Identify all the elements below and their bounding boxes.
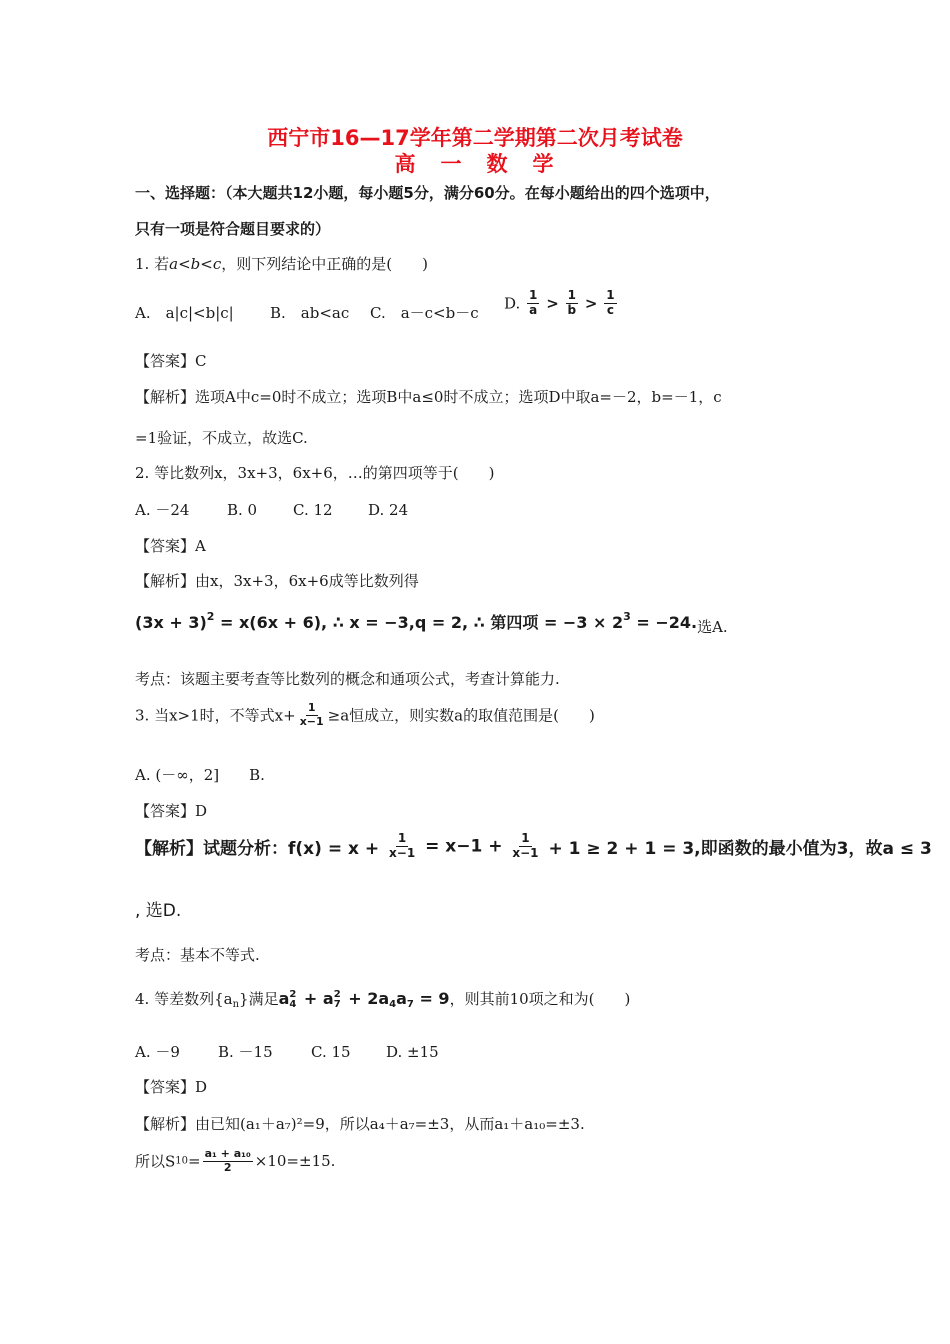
- q3-analysis-formula: 【解析】试题分析：f(x) = x + $\frac{1}{x-1}$ = x−1 + $\frac{1}{x-1}$ + 1 ≥ 2 + 1 = 3,即函数的最小值为3，故a ≤ 3: [135, 831, 932, 860]
- q2-stem: 2. 等比数列x，3x+3，6x+6，…的第四项等于( ): [135, 464, 495, 482]
- q3-answer: 【答案】D: [135, 802, 208, 820]
- section-heading-line2: 只有一项是符合题目要求的）: [135, 220, 331, 238]
- q1-answer: 【答案】C: [135, 352, 207, 370]
- q1-analysis-line1: 【解析】选项A中c=0时不成立；选项B中a≤0时不成立；选项D中取a=－2，b=－1，c: [135, 388, 722, 406]
- q2-analysis-line1: 【解析】由x，3x+3，6x+6成等比数列得: [135, 572, 419, 590]
- exam-subtitle: 高 一 数 学: [394, 152, 556, 176]
- q2-answer: 【答案】A: [135, 537, 206, 555]
- q2-option-a: A. －24: [135, 501, 190, 519]
- q2-option-b: B. 0: [227, 501, 258, 519]
- q4-option-c: C. 15: [311, 1043, 351, 1061]
- q4-analysis-line2: 所以S10= $\frac{\text{a₁ + a₁₀}}{2}$ ×10=±15.: [135, 1147, 336, 1174]
- q4-option-d: D. ±15: [386, 1043, 439, 1061]
- q1-stem: 1. 若a<b<c，则下列结论中正确的是( ): [135, 255, 428, 273]
- q2-option-c: C. 12: [293, 501, 333, 519]
- q1-analysis-line2: =1验证，不成立，故选C.: [135, 429, 308, 447]
- q4-answer: 【答案】D: [135, 1078, 208, 1096]
- q2-option-d: D. 24: [368, 501, 409, 519]
- q1-option-b: B. ab<ac: [270, 304, 350, 322]
- q3-options: A. (－∞，2] B.: [135, 766, 265, 784]
- q1-option-c: C. a－c<b－c: [370, 304, 479, 322]
- q2-formula: $(3x + 3)^2 = x(6x + 6)$, ∴ x = −3,q = 2, ∴ 第四项 = $-3 \times 2^3 = -24$.选A.: [135, 610, 728, 636]
- q4-option-a: A. －9: [135, 1043, 180, 1061]
- q4-option-b: B. －15: [218, 1043, 273, 1061]
- section-heading-line1: 一、选择题：（本大题共12小题，每小题5分，满分60分。在每小题给出的四个选项中，: [135, 184, 720, 202]
- exam-title: 西宁市16—17学年第二学期第二次月考试卷: [267, 126, 683, 150]
- q4-analysis-line1: 【解析】由已知(a₁＋a₇)²=9，所以a₄＋a₇=±3，从而a₁＋a₁₀=±3.: [135, 1115, 585, 1133]
- q3-analysis-line2: , 选D.: [135, 901, 182, 921]
- q3-kaodian: 考点：基本不等式.: [135, 946, 260, 964]
- q1-option-a: A. a|c|<b|c|: [135, 304, 234, 322]
- q3-stem: 3. 当x>1时，不等式x+ $\frac{1}{x-1}$ ≥a恒成立，则实数a的取值范围是( ): [135, 701, 595, 728]
- q4-stem: 4. 等差数列$\{a_n\}$满足a 2 4 + a 2 7 + $2a_4a_7 = 9$，则其前10项之和为( ): [135, 988, 631, 1010]
- q2-kaodian: 考点：该题主要考查等比数列的概念和通项公式，考查计算能力.: [135, 670, 560, 688]
- q1-option-d: D. $\frac{1}{a}$ > $\frac{1}{b}$ > $\frac{1}{c}$: [504, 288, 615, 317]
